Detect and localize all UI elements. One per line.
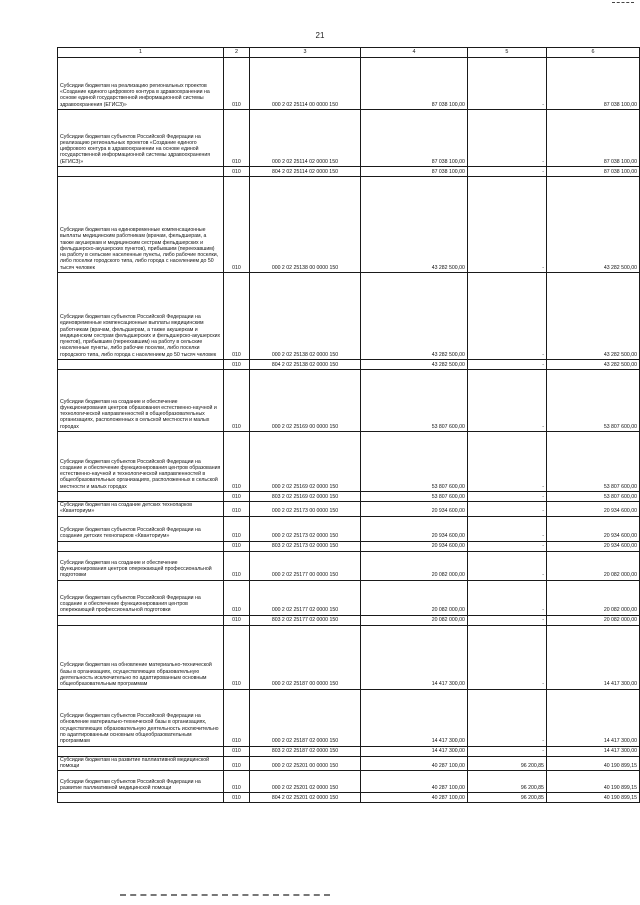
row-executed-amount: - xyxy=(467,110,546,167)
table-row xyxy=(58,492,640,502)
row-description xyxy=(58,615,224,625)
row-code: 010 xyxy=(224,58,250,110)
row-planned-amount: 43 282 500,00 xyxy=(361,177,468,273)
row-budget-code: 804 2 02 25138 02 0000 150 xyxy=(249,360,360,370)
row-total-amount: 20 934 600,00 xyxy=(546,516,639,541)
table-row xyxy=(58,167,640,177)
table-row xyxy=(58,625,640,689)
row-code: 010 xyxy=(224,689,250,746)
table-row xyxy=(58,580,640,615)
row-total-amount: 20 082 000,00 xyxy=(546,551,639,580)
row-description: Субсидии бюджетам на развитие паллиативной медицинской помощи xyxy=(58,756,224,771)
row-description: Субсидии бюджетам на единовременные компенсационные выплаты медицинским работникам (врачам, фельдшерам, а также акушеркам и медицинским сестрам фельдшерских и фельдшерско-акушерских пунктов), прибывшим (переехавшим) на работу в сельские населенные пункты, либо рабочие поселки, либо поселки городского типа, либо города с населением до 50 тысяч человек xyxy=(58,177,224,273)
table-row xyxy=(58,370,640,432)
row-total-amount: 40 190 899,15 xyxy=(546,756,639,771)
row-planned-amount: 43 282 500,00 xyxy=(361,360,468,370)
row-description: Субсидии бюджетам на реализацию региональных проектов «Создание единого цифрового контура в здравоохранении на основе единой государственной информационной системы здравоохранения (ЕГИСЗ)» xyxy=(58,58,224,110)
table-row xyxy=(58,551,640,580)
header-col-6: 6 xyxy=(546,48,639,58)
row-total-amount: 53 807 600,00 xyxy=(546,370,639,432)
row-description xyxy=(58,492,224,502)
row-total-amount: 87 038 100,00 xyxy=(546,58,639,110)
row-planned-amount: 20 082 000,00 xyxy=(361,551,468,580)
row-total-amount: 20 082 000,00 xyxy=(546,580,639,615)
row-executed-amount: - xyxy=(467,360,546,370)
row-budget-code: 000 2 02 25187 00 0000 150 xyxy=(249,625,360,689)
row-code: 010 xyxy=(224,516,250,541)
row-executed-amount: - xyxy=(467,580,546,615)
row-executed-amount: - xyxy=(467,167,546,177)
row-planned-amount: 14 417 300,00 xyxy=(361,746,468,756)
row-budget-code: 000 2 02 25187 02 0000 150 xyxy=(249,689,360,746)
row-total-amount: 20 934 600,00 xyxy=(546,541,639,551)
row-executed-amount: 96 200,85 xyxy=(467,756,546,771)
row-total-amount: 14 417 300,00 xyxy=(546,689,639,746)
header-col-4: 4 xyxy=(361,48,468,58)
row-total-amount: 40 190 899,15 xyxy=(546,771,639,793)
row-total-amount: 14 417 300,00 xyxy=(546,625,639,689)
row-budget-code: 000 2 02 25173 02 0000 150 xyxy=(249,516,360,541)
budget-table-body xyxy=(58,48,640,803)
row-planned-amount: 87 038 100,00 xyxy=(361,167,468,177)
row-total-amount: 53 807 600,00 xyxy=(546,432,639,492)
table-row xyxy=(58,615,640,625)
row-code: 010 xyxy=(224,625,250,689)
row-budget-code: 000 2 02 25177 00 0000 150 xyxy=(249,551,360,580)
table-row xyxy=(58,360,640,370)
row-budget-code: 803 2 02 25187 02 0000 150 xyxy=(249,746,360,756)
row-budget-code: 804 2 02 25201 02 0000 150 xyxy=(249,793,360,803)
row-budget-code: 000 2 02 25138 02 0000 150 xyxy=(249,273,360,360)
row-description xyxy=(58,167,224,177)
table-row xyxy=(58,541,640,551)
row-description: Субсидии бюджетам субъектов Российской Федерации на обновление материально-технической базы в организациях, осуществляющих образовательную деятельность исключительно по адаптированным основным общеобразовательным программам xyxy=(58,689,224,746)
row-total-amount: 43 282 500,00 xyxy=(546,273,639,360)
row-total-amount: 87 038 100,00 xyxy=(546,110,639,167)
table-row xyxy=(58,110,640,167)
row-executed-amount: - xyxy=(467,541,546,551)
table-row xyxy=(58,177,640,273)
row-code: 010 xyxy=(224,502,250,517)
row-planned-amount: 53 807 600,00 xyxy=(361,370,468,432)
header-col-5: 5 xyxy=(467,48,546,58)
row-description xyxy=(58,360,224,370)
bottom-scan-marks xyxy=(120,894,330,899)
row-description: Субсидии бюджетам субъектов Российской Федерации на создание детских технопарков «Кванториум» xyxy=(58,516,224,541)
row-planned-amount: 40 287 100,00 xyxy=(361,756,468,771)
row-code: 010 xyxy=(224,615,250,625)
row-budget-code: 000 2 02 25201 00 0000 150 xyxy=(249,756,360,771)
table-row xyxy=(58,746,640,756)
row-budget-code: 000 2 02 25169 00 0000 150 xyxy=(249,370,360,432)
row-planned-amount: 43 282 500,00 xyxy=(361,273,468,360)
row-total-amount: 20 082 000,00 xyxy=(546,615,639,625)
row-planned-amount: 20 934 600,00 xyxy=(361,541,468,551)
table-row xyxy=(58,432,640,492)
row-planned-amount: 14 417 300,00 xyxy=(361,625,468,689)
row-planned-amount: 20 934 600,00 xyxy=(361,502,468,517)
row-code: 010 xyxy=(224,771,250,793)
row-budget-code: 000 2 02 25169 02 0000 150 xyxy=(249,432,360,492)
row-planned-amount: 53 807 600,00 xyxy=(361,432,468,492)
row-total-amount: 53 807 600,00 xyxy=(546,492,639,502)
row-code: 010 xyxy=(224,177,250,273)
row-description: Субсидии бюджетам субъектов Российской Федерации на реализацию региональных проектов «Создание единого цифрового контура в здравоохранении на основе единой государственной информационной системы здравоохранения (ЕГИСЗ)» xyxy=(58,110,224,167)
table-row xyxy=(58,516,640,541)
row-description: Субсидии бюджетам субъектов Российской Федерации на развитие паллиативной медицинской помощи xyxy=(58,771,224,793)
row-planned-amount: 20 082 000,00 xyxy=(361,580,468,615)
row-code: 010 xyxy=(224,492,250,502)
row-budget-code: 000 2 02 25138 00 0000 150 xyxy=(249,177,360,273)
header-col-2: 2 xyxy=(224,48,250,58)
row-executed-amount: - xyxy=(467,625,546,689)
row-budget-code: 000 2 02 25201 02 0000 150 xyxy=(249,771,360,793)
table-row xyxy=(58,273,640,360)
row-description: Субсидии бюджетам на создание и обеспечение функционирования центров образования естественно-научной и технологической направленностей в общеобразовательных организациях, расположенных в сельской местности и малых городах xyxy=(58,370,224,432)
table-row xyxy=(58,58,640,110)
row-executed-amount: - xyxy=(467,492,546,502)
row-executed-amount: 96 200,85 xyxy=(467,793,546,803)
row-executed-amount: - xyxy=(467,551,546,580)
row-executed-amount: 96 200,85 xyxy=(467,771,546,793)
row-code: 010 xyxy=(224,551,250,580)
row-planned-amount: 14 417 300,00 xyxy=(361,689,468,746)
row-code: 010 xyxy=(224,273,250,360)
table-header-row xyxy=(58,48,640,58)
row-total-amount: 43 282 500,00 xyxy=(546,177,639,273)
row-code: 010 xyxy=(224,110,250,167)
row-planned-amount: 20 934 600,00 xyxy=(361,516,468,541)
row-description: Субсидии бюджетам на обновление материально-технической базы в организациях, осуществляющих образовательную деятельность исключительно по адаптированным основным общеобразовательным программам xyxy=(58,625,224,689)
row-total-amount: 87 038 100,00 xyxy=(546,167,639,177)
row-executed-amount: - xyxy=(467,370,546,432)
row-description xyxy=(58,793,224,803)
row-total-amount: 40 190 899,15 xyxy=(546,793,639,803)
row-executed-amount: - xyxy=(467,502,546,517)
row-description: Субсидии бюджетам на создание детских технопарков «Кванториум» xyxy=(58,502,224,517)
row-description xyxy=(58,541,224,551)
row-planned-amount: 40 287 100,00 xyxy=(361,793,468,803)
row-executed-amount: - xyxy=(467,273,546,360)
row-code: 010 xyxy=(224,370,250,432)
row-executed-amount: - xyxy=(467,689,546,746)
row-code: 010 xyxy=(224,541,250,551)
row-code: 010 xyxy=(224,580,250,615)
page-number: 21 xyxy=(315,31,325,40)
row-budget-code: 803 2 02 25169 02 0000 150 xyxy=(249,492,360,502)
budget-table xyxy=(57,47,640,803)
row-planned-amount: 87 038 100,00 xyxy=(361,58,468,110)
row-description xyxy=(58,746,224,756)
row-executed-amount: - xyxy=(467,615,546,625)
row-code: 010 xyxy=(224,360,250,370)
row-budget-code: 000 2 02 25177 02 0000 150 xyxy=(249,580,360,615)
row-budget-code: 000 2 02 25114 02 0000 150 xyxy=(249,110,360,167)
table-row xyxy=(58,689,640,746)
table-row xyxy=(58,771,640,793)
row-code: 010 xyxy=(224,746,250,756)
row-executed-amount: - xyxy=(467,432,546,492)
row-planned-amount: 40 287 100,00 xyxy=(361,771,468,793)
table-row xyxy=(58,502,640,517)
row-code: 010 xyxy=(224,793,250,803)
row-description: Субсидии бюджетам субъектов Российской Федерации на единовременные компенсационные выплаты медицинским работникам (врачам, фельдшерам, а также акушеркам и медицинским сестрам фельдшерских и фельдшерско-акушерских пунктов), прибывшим (переехавшим) на работу в сельские населенные пункты, либо рабочие поселки, либо поселки городского типа, либо города с населением до 50 тысяч человек xyxy=(58,273,224,360)
row-budget-code: 000 2 02 25173 00 0000 150 xyxy=(249,502,360,517)
row-total-amount: 20 934 600,00 xyxy=(546,502,639,517)
header-col-1: 1 xyxy=(58,48,224,58)
row-total-amount: 14 417 300,00 xyxy=(546,746,639,756)
row-executed-amount: - xyxy=(467,58,546,110)
row-description: Субсидии бюджетам на создание и обеспечение функционирования центров опережающей профессиональной подготовки xyxy=(58,551,224,580)
row-budget-code: 803 2 02 25177 02 0000 150 xyxy=(249,615,360,625)
row-budget-code: 804 2 02 25114 02 0000 150 xyxy=(249,167,360,177)
table-row xyxy=(58,793,640,803)
row-planned-amount: 20 082 000,00 xyxy=(361,615,468,625)
row-executed-amount: - xyxy=(467,516,546,541)
row-code: 010 xyxy=(224,432,250,492)
row-budget-code: 000 2 02 25114 00 0000 150 xyxy=(249,58,360,110)
row-description: Субсидии бюджетам субъектов Российской Федерации на создание и обеспечение функционирования центров образования естественно-научной и технологической направленностей в общеобразовательных организациях, расположенных в сельской местности и малых городах xyxy=(58,432,224,492)
row-executed-amount: - xyxy=(467,177,546,273)
row-total-amount: 43 282 500,00 xyxy=(546,360,639,370)
row-code: 010 xyxy=(224,167,250,177)
row-budget-code: 803 2 02 25173 02 0000 150 xyxy=(249,541,360,551)
row-description: Субсидии бюджетам субъектов Российской Федерации на создание и обеспечение функционирования центров опережающей профессиональной подготовки xyxy=(58,580,224,615)
row-code: 010 xyxy=(224,756,250,771)
table-row xyxy=(58,756,640,771)
corner-scan-mark xyxy=(612,2,634,5)
row-executed-amount: - xyxy=(467,746,546,756)
header-col-3: 3 xyxy=(249,48,360,58)
row-planned-amount: 87 038 100,00 xyxy=(361,110,468,167)
row-planned-amount: 53 807 600,00 xyxy=(361,492,468,502)
